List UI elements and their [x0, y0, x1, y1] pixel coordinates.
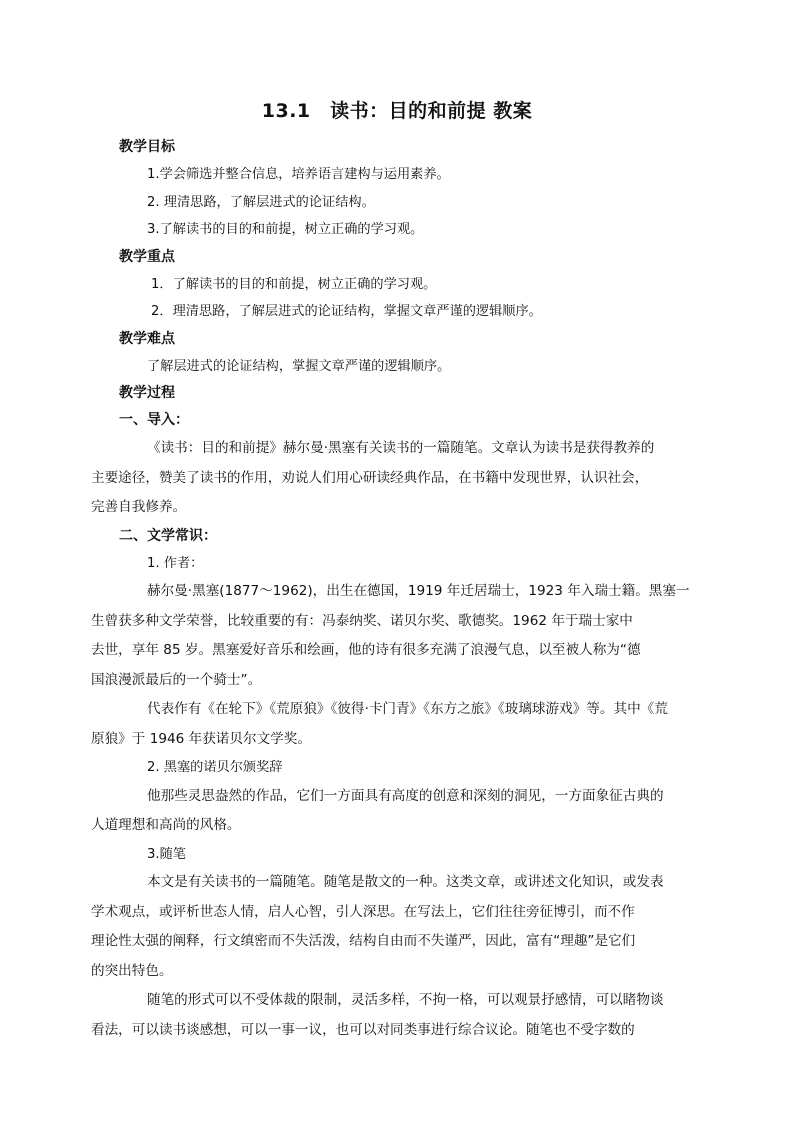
text-line: 人道理想和高尚的风格。	[91, 817, 241, 833]
intro-paragraph	[91, 434, 675, 523]
key-points-heading: 教学重点	[119, 248, 175, 265]
goal-item: 3.了解读书的目的和前提，树立正确的学习观。	[147, 222, 424, 237]
text-line: 生曾获多种文学荣誉，比较重要的有：冯泰纳奖、诺贝尔奖、歌德奖。1962 年于瑞士家中	[91, 612, 633, 629]
difficulty-heading: 教学难点	[119, 330, 175, 347]
text-line: 《读书：目的和前提》赫尔曼·黑塞有关读书的一篇随笔。文章认为读书是获得教养的	[147, 440, 655, 456]
nobel-label: 2. 黑塞的诺贝尔颁奖辞	[147, 760, 283, 775]
text-line: 代表作有《在轮下》《荒原狼》《彼得·卡门青》《东方之旅》《玻璃球游戏》等。其中《荒	[147, 701, 668, 717]
goals-heading: 教学目标	[119, 139, 175, 155]
essay-label: 3.随笔	[147, 846, 186, 862]
intro-heading: 一、导入：	[119, 412, 189, 428]
text-line: 赫尔曼·黑塞(1877～1962)，出生在德国，1919 年迁居瑞士，1923 年入瑞士籍。黑塞一	[147, 583, 690, 599]
text-line: 本文是有关读书的一篇随笔。随笔是散文的一种。这类文章，或讲述文化知识，或发表	[147, 874, 664, 890]
text-line: 看法，可以读书谈感想，可以一事一议，也可以对同类事进行综合议论。随笔也不受字数的	[91, 1021, 635, 1038]
document-page	[91, 97, 690, 1045]
text-line: 原狼》于 1946 年获诺贝尔文学奖。	[91, 730, 311, 747]
text-line: 的突出特色。	[91, 962, 173, 979]
text-line: 主要途径，赞美了读书的作用，劝说人们用心研读经典作品，在书籍中发现世界，认识社会，	[91, 469, 649, 486]
author-label: 1. 作者：	[147, 555, 204, 571]
literary-knowledge-heading: 二、文学常识：	[119, 527, 217, 544]
key-point-item: 1．了解读书的目的和前提，树立正确的学习观。	[151, 276, 437, 292]
difficulty-text: 了解层进式的论证结构，掌握文章严谨的逻辑顺序。	[147, 358, 451, 374]
text-line: 随笔的形式可以不受体裁的限制，灵活多样，不拘一格，可以观景抒感情，可以睹物谈	[147, 992, 664, 1008]
process-heading: 教学过程	[119, 385, 175, 401]
essay-paragraph	[91, 868, 675, 986]
goal-item: 2. 理清思路，了解层进式的论证结构。	[147, 194, 375, 210]
text-line: 学术观点，或评析世态人情，启人心智，引人深思。在写法上，它们往往旁征博引，而不作	[91, 903, 635, 920]
form-paragraph	[91, 986, 675, 1045]
key-point-item: 2．理清思路，了解层进式的论证结构，掌握文章严谨的逻辑顺序。	[151, 304, 542, 319]
text-line: 完善自我修养。	[91, 499, 187, 515]
text-line: 去世，享年 85 岁。黑塞爱好音乐和绘画，他的诗有很多充满了浪漫气息，以至被人称为“德	[91, 642, 641, 658]
nobel-paragraph	[91, 782, 675, 841]
text-line: 理论性太强的阐释，行文缜密而不失活泼，结构自由而不失谨严，因此，富有“理趣”是它们	[91, 933, 636, 949]
page-title: 13.1 读书：目的和前提 教案	[261, 100, 533, 122]
works-paragraph	[91, 695, 675, 754]
author-paragraph	[91, 577, 690, 695]
text-line: 国浪漫派最后的一个骑士”。	[91, 671, 262, 688]
goal-item: 1.学会筛选并整合信息，培养语言建构与运用素养。	[147, 167, 450, 182]
text-line: 他那些灵思盎然的作品，它们一方面具有高度的创意和深刻的洞见，一方面象征古典的	[147, 787, 664, 804]
